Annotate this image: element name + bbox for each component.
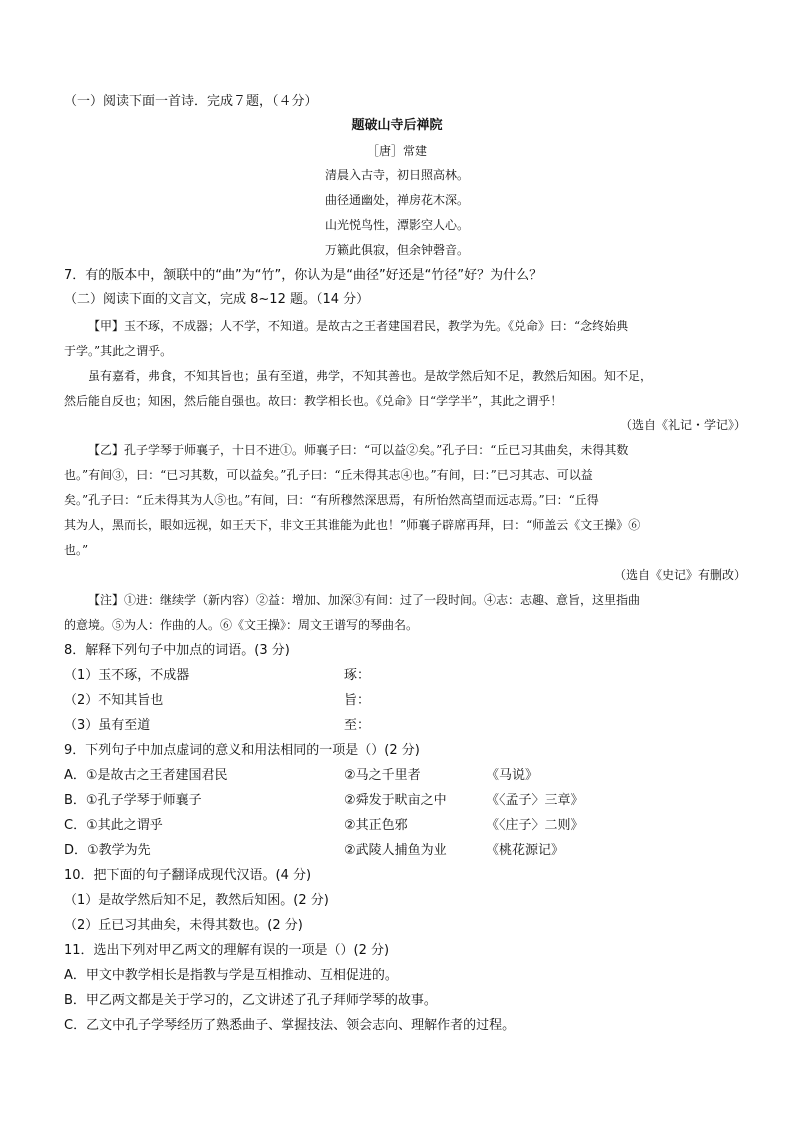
poem-line: 曲径通幽处，禅房花木深。 (324, 193, 469, 207)
q10-item: （2）丘已习其曲矣，未得其数也。(2 分) (64, 918, 303, 933)
q9-option-source: 《桃花源记》 (486, 843, 565, 858)
q9-option-a: A．①是故古之王者建国君民 (64, 768, 228, 783)
text-yi-line: 【乙】孔子学琴于师襄子，十日不进①。师襄子曰：“可以益②矣。”孔子曰：“丘已习其曲矣，未得其数 (88, 443, 629, 457)
q8-item-sentence: （3）虽有至道 (64, 718, 151, 733)
section2-header: （二）阅读下面的文言文，完成 8~12 题。（14 分） (64, 292, 370, 307)
text-jia-source: （选自《礼记・学记》） (619, 418, 746, 432)
text-jia-line: 【甲】玉不琢，不成器；人不学，不知道。是故古之王者建国君民，教学为先。《兑命》曰：“念终始典 (88, 319, 629, 333)
q9-option-source: 《〈孟子〉三章》 (486, 793, 584, 808)
section1-header: （一）阅读下面一首诗．完成７题，（４分） (64, 94, 318, 109)
text-yi-line: 其为人，黑而长，眼如远视，如王天下，非文王其谁能为此也！”师襄子辟席再拜，曰：“师盖云《文王操》⑥ (64, 518, 641, 532)
q8-item-word: 琢： (344, 668, 371, 683)
q9-option-a: D．①教学为先 (64, 843, 151, 858)
q11-option: A．甲文中教学相长是指教与学是互相推动、互相促进的。 (64, 968, 398, 983)
poem-line: 山光悦鸟性，潭影空人心。 (324, 218, 469, 232)
q9-option-b: ②其正色邪 (344, 818, 408, 833)
q11-option: C．乙文中孔子学琴经历了熟悉曲子、掌握技法、领会志向、理解作者的过程。 (64, 1018, 516, 1033)
text-yi-line: 矣。”孔子曰：“丘未得其为人⑤也。”有间，曰：“有所穆然深思焉，有所怡然高望而远志焉。”曰：“丘得 (64, 493, 599, 507)
q9-option-a: C．①其此之谓乎 (64, 818, 163, 833)
text-jia-line: 然后能自反也；知困，然后能自强也。故曰：教学相长也。《兑命》日“学学半”，其此之谓乎！ (64, 394, 563, 408)
q9-option-source: 《〈庄子〉二则》 (486, 818, 584, 833)
q8-item-word: 旨： (344, 693, 371, 708)
question-9-stem: 9．下列句子中加点虚词的意义和用法相同的一项是（）(2 分) (64, 743, 420, 758)
q9-option-b: ②舜发于畎亩之中 (344, 793, 447, 808)
q8-item-sentence: （2）不知其旨也 (64, 693, 164, 708)
notes-line: 【注】①进：继续学（新内容）②益：增加、加深③有间：过了一段时间。④志：志趣、意旨，这里指曲 (88, 593, 641, 607)
question-11-stem: 11．选出下列对甲乙两文的理解有误的一项是（）(2 分) (64, 943, 390, 958)
poem-line: 万籁此俱寂，但余钟磬音。 (324, 243, 469, 257)
question-7: 7．有的版本中，颔联中的“曲”为“竹”，你认为是“曲径”好还是“竹径”好？为什么？ (64, 268, 543, 283)
poem-author: ［唐］常建 (366, 144, 427, 158)
poem-line: 清晨入古寺，初日照高林。 (324, 168, 469, 182)
q9-option-b: ②武陵人捕鱼为业 (344, 843, 447, 858)
text-yi-line: 也。”有间③，曰：“已习其数，可以益矣。”孔子曰：“丘未得其志④也。”有间，曰：”已习其志、可以益 (64, 468, 593, 482)
q9-option-source: 《马说》 (486, 768, 539, 783)
q11-option: B．甲乙两文都是关于学习的，乙文讲述了孔子拜师学琴的故事。 (64, 993, 437, 1008)
question-10-stem: 10．把下面的句子翻译成现代汉语。(4 分) (64, 868, 312, 883)
q9-option-a: B．①孔子学琴于师襄子 (64, 793, 202, 808)
q10-item: （1）是故学然后知不足，教然后知困。(2 分) (64, 893, 329, 908)
q9-option-b: ②马之千里者 (344, 768, 421, 783)
q8-item-sentence: （1）玉不琢，不成器 (64, 668, 190, 683)
notes-line: 的意境。⑤为人：作曲的人。⑥《文王操》：周文王谱写的琴曲名。 (64, 618, 419, 632)
text-yi-line: 也。” (64, 543, 89, 557)
text-jia-line: 虽有嘉肴，弗食，不知其旨也；虽有至道，弗学，不知其善也。是故学然后知不足，教然后知困。知不足， (88, 369, 653, 383)
q8-item-word: 至： (344, 718, 371, 733)
text-jia-line: 于学。”其此之谓乎。 (64, 344, 173, 358)
text-yi-source: （选自《史记》有删改） (613, 568, 746, 582)
poem-title: 题破山寺后禅院 (351, 118, 443, 133)
question-8-stem: 8．解释下列句子中加点的词语。(3 分) (64, 643, 290, 658)
